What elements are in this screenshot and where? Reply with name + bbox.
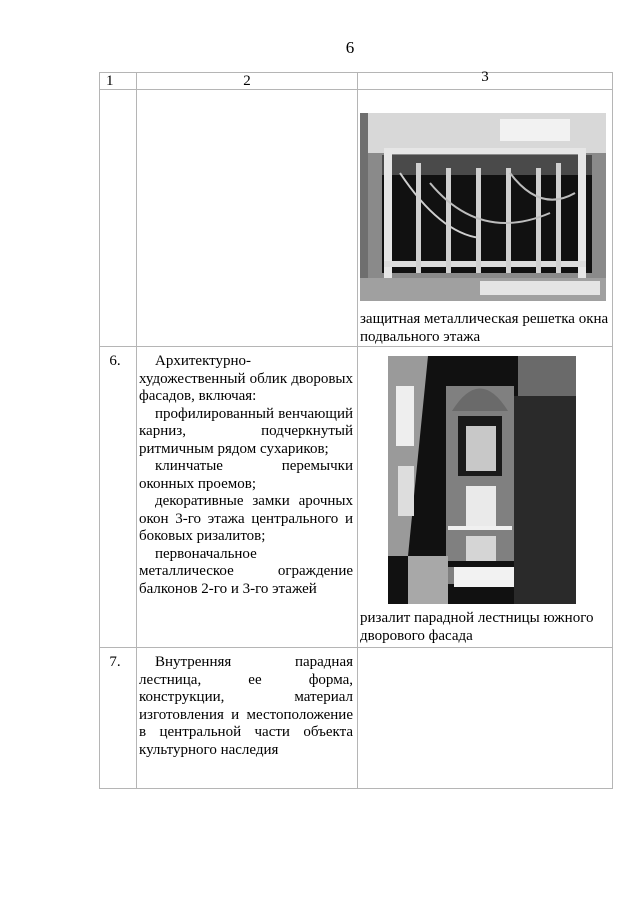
row-description — [137, 90, 358, 347]
row-photo-cell — [358, 90, 613, 347]
description-line: декоративные замки арочных окон 3-го этажа центрального и боковых ризалитов; — [139, 493, 353, 544]
description-line: первоначальное металлическое ограждение балконов 2-го и 3-го этажей — [139, 545, 353, 597]
table-row — [100, 347, 613, 648]
heritage-table — [99, 69, 613, 789]
row-photo-cell — [358, 648, 613, 789]
photo-caption: ризалит парадной лестницы южного дворового фасада — [360, 610, 594, 644]
description-line: профилированный венчающий карниз, подчеркнутый ритмичным рядом сухариков; — [139, 405, 353, 457]
header-col-2: 2 — [137, 73, 358, 90]
row-description — [137, 347, 358, 648]
description-line: клинчатые перемычки оконных проемов; — [139, 458, 353, 492]
description-line: Внутренняя парадная лестница, ее форма, конструкции, материал изготовления и местоположение в центральной части объекта культурного наследия — [139, 654, 353, 758]
row-description — [137, 648, 358, 789]
description-line: Архитектурно-художественный облик дворовых фасадов, включая: — [139, 353, 353, 404]
courtyard-facade-risalit-photo — [388, 356, 576, 604]
page-number: 6 — [345, 38, 355, 57]
basement-window-grille-photo — [360, 113, 606, 301]
photo-caption: защитная металлическая решетка окна подвального этажа — [360, 311, 609, 345]
row-photo-cell — [358, 347, 613, 648]
table-row — [100, 90, 613, 347]
header-col-3: 3 — [358, 73, 613, 90]
row-number: 7. — [100, 648, 137, 789]
table-row — [100, 648, 613, 789]
table-header-row — [100, 73, 613, 90]
row-number: 6. — [100, 347, 137, 648]
row-number — [100, 90, 137, 347]
header-col-1: 1 — [100, 73, 137, 90]
